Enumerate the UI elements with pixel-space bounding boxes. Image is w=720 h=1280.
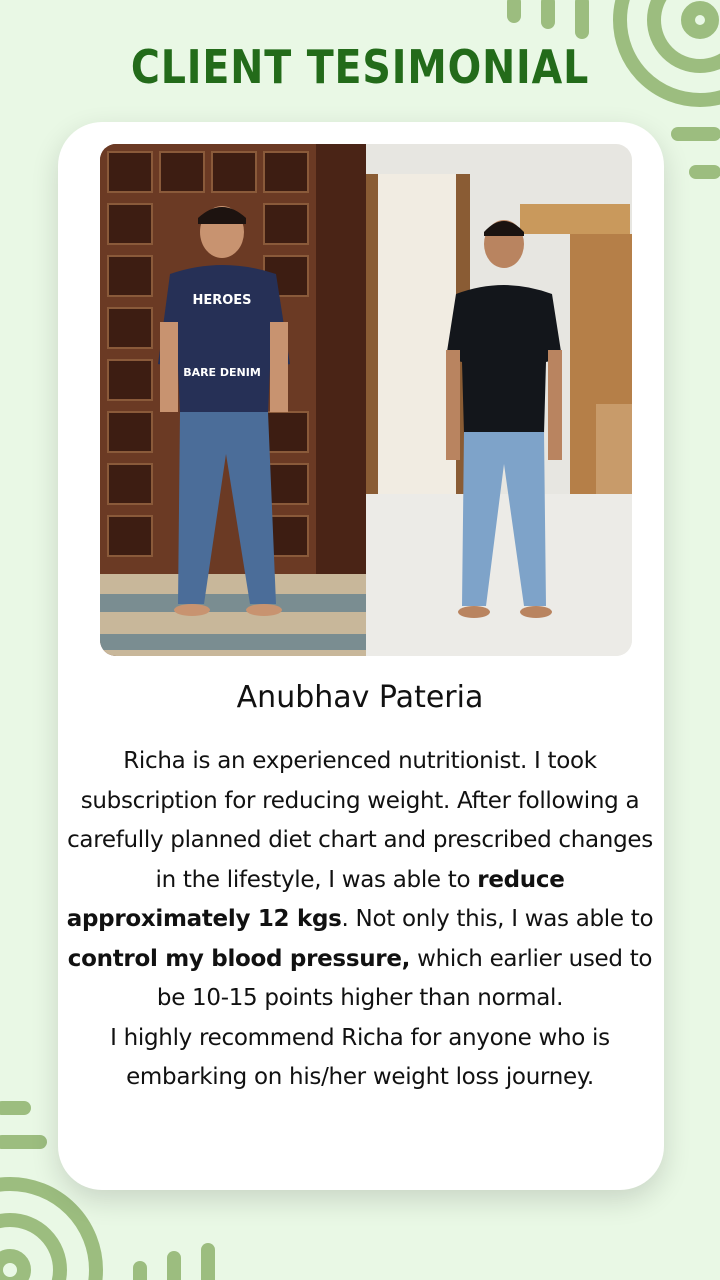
- page-title: CLIENT TESIMONIAL: [130, 40, 590, 94]
- review-text-3: which earlier used to be 10-15 points higher than normal.: [156, 945, 653, 1011]
- review-highlight-weight: reduce approximately 12 kgs: [66, 866, 565, 932]
- recommendation-text: I highly recommend Richa for anyone who is embarking on his/her weight loss journey.: [110, 1024, 610, 1090]
- shirt-text-top: HEROES: [192, 293, 252, 308]
- client-name: Anubhav Pateria: [236, 680, 484, 715]
- testimonial-paragraph: [64, 742, 656, 1019]
- after-photo: [366, 144, 632, 656]
- review-highlight-bp: control my blood pressure,: [67, 945, 411, 972]
- before-after-photo: [100, 144, 632, 656]
- before-photo: [100, 144, 366, 656]
- shirt-text-bottom: BARE DENIM: [183, 366, 261, 379]
- review-text-1: Richa is an experienced nutritionist. I took subscription for reducing weight. After following a carefully planned diet chart and prescribed changes in the lifestyle, I was able to: [67, 748, 653, 893]
- review-text-2: . Not only this, I was able to: [341, 906, 654, 932]
- testimonial-text: [64, 742, 656, 1098]
